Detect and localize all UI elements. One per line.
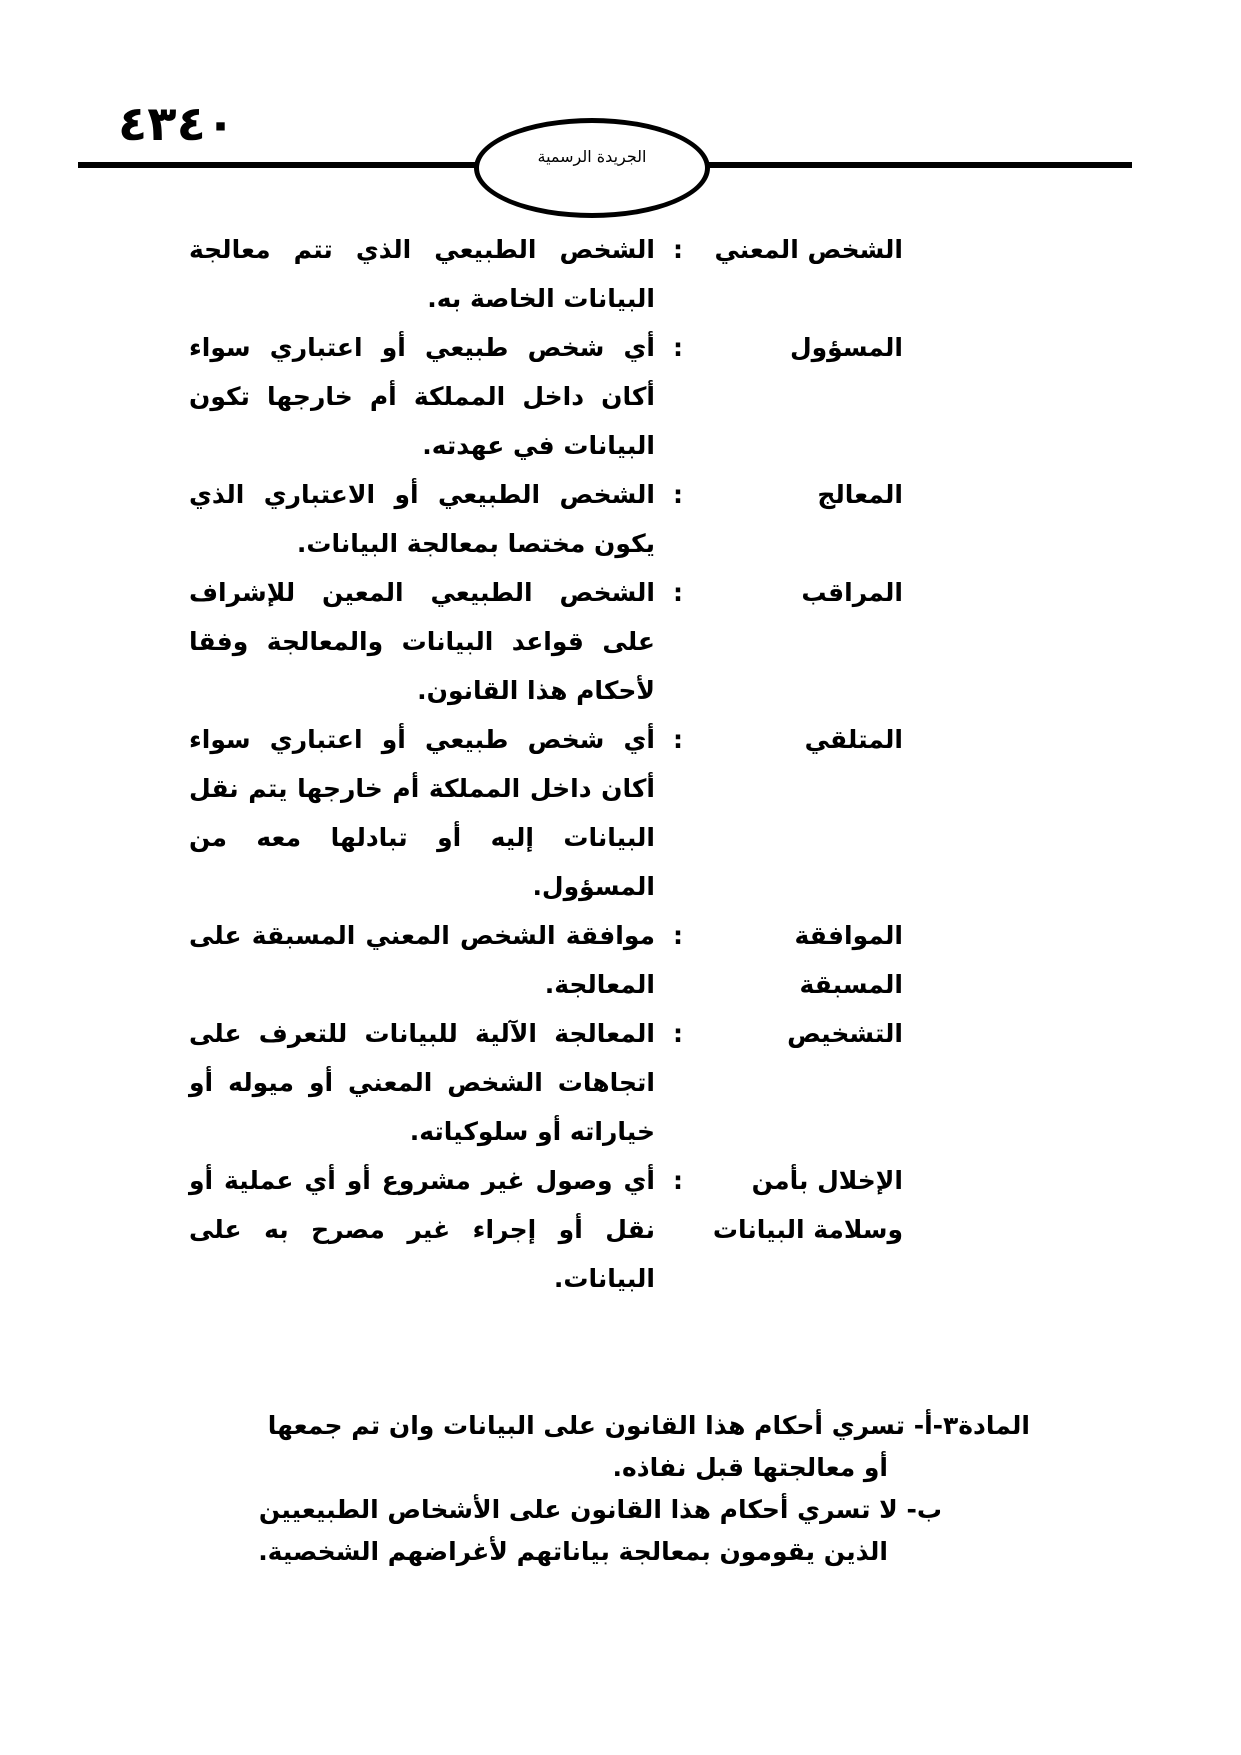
article-clause-b: ب- لا تسري أحكام هذا القانون على الأشخاص الطبيعيين: [258, 1495, 942, 1524]
definition-text: المعالجة الآلية للبيانات للتعرف على اتجاهات الشخص المعني أو ميوله أو خياراته أو سلوكياته.: [189, 1019, 655, 1146]
page-number: ٤٣٤٠: [118, 96, 236, 152]
definition-term: الموافقة المسبقة: [794, 921, 903, 999]
colon-separator: :: [673, 921, 683, 950]
definition-row: [146, 470, 911, 568]
definition-text: أي شخص طبيعي أو اعتباري سواء أكان داخل المملكة أم خارجها تكون البيانات في عهدته.: [189, 333, 655, 460]
definition-term: المراقب: [801, 578, 903, 607]
definition-text: أي وصول غير مشروع أو أي عملية أو نقل أو إجراء غير مصرح به على البيانات.: [189, 1166, 655, 1293]
article-clause-a-continuation: أو معالجتها قبل نفاذه.: [612, 1453, 888, 1482]
definition-row: [146, 568, 911, 715]
definition-row: [146, 911, 911, 1009]
definition-text: الشخص الطبيعي المعين للإشراف على قواعد البيانات والمعالجة وفقا لأحكام هذا القانون.: [189, 578, 655, 705]
article-clause-b-continuation: الذين يقومون بمعالجة بياناتهم لأغراضهم الشخصية.: [258, 1537, 888, 1566]
colon-separator: :: [673, 1019, 683, 1048]
definition-row: [146, 1009, 911, 1156]
definition-term: التشخيص: [787, 1019, 903, 1048]
gazette-title: الجريدة الرسمية: [537, 147, 647, 166]
definition-row: [146, 225, 911, 323]
definition-row: [146, 323, 911, 470]
definition-term: الإخلال بأمن وسلامة البيانات: [712, 1166, 903, 1244]
definitions-list: [146, 225, 911, 1303]
colon-separator: :: [673, 578, 683, 607]
colon-separator: :: [673, 235, 683, 264]
definition-term: المسؤول: [789, 333, 903, 362]
colon-separator: :: [673, 480, 683, 509]
definition-row: [146, 715, 911, 911]
definition-term: الشخص المعني: [714, 235, 903, 264]
definition-text: موافقة الشخص المعني المسبقة على المعالجة.: [189, 921, 655, 999]
definition-term: المعالج: [817, 480, 903, 509]
colon-separator: :: [673, 725, 683, 754]
definition-text: الشخص الطبيعي الذي تتم معالجة البيانات الخاصة به.: [189, 235, 655, 313]
colon-separator: :: [673, 1166, 683, 1195]
article-3: [146, 1405, 1030, 1573]
article-clause-a: المادة٣-أ- تسري أحكام هذا القانون على البيانات وان تم جمعها: [267, 1411, 1030, 1440]
definition-text: الشخص الطبيعي أو الاعتباري الذي يكون مختصا بمعالجة البيانات.: [189, 480, 655, 558]
colon-separator: :: [673, 333, 683, 362]
definition-row: [146, 1156, 911, 1303]
definition-text: أي شخص طبيعي أو اعتباري سواء أكان داخل المملكة أم خارجها يتم نقل البيانات إليه أو تبادلها معه من المسؤول.: [189, 725, 655, 901]
header-oval: [474, 118, 710, 218]
definition-term: المتلقي: [804, 725, 903, 754]
